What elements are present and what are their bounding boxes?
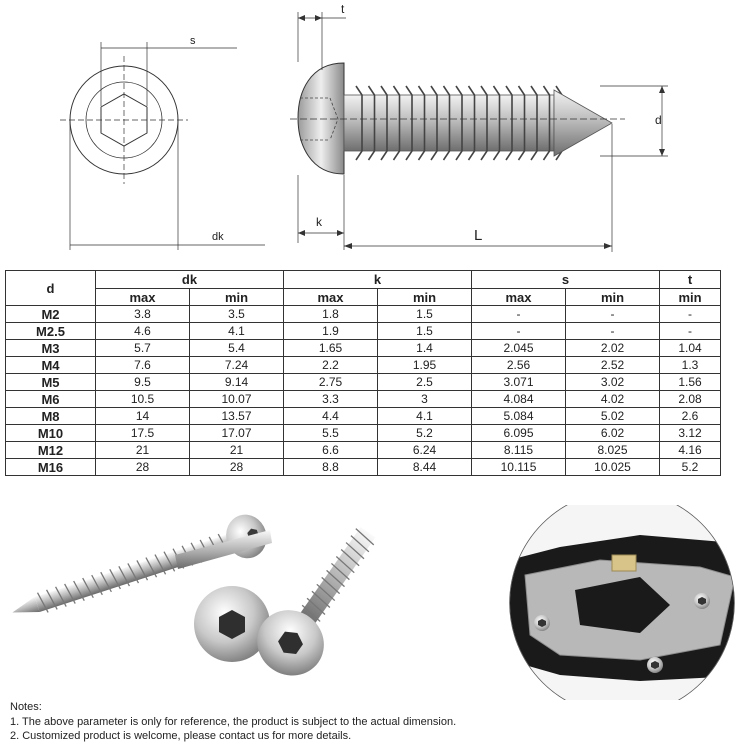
table-row [6, 306, 721, 323]
table-cell: 5.4 [190, 340, 284, 357]
table-cell: 10.115 [472, 459, 566, 476]
table-cell: 7.24 [190, 357, 284, 374]
table-cell: 10.025 [566, 459, 660, 476]
table-cell: 3 [378, 391, 472, 408]
table-cell: 1.56 [660, 374, 721, 391]
note-line-1: 1. The above parameter is only for reference, the product is subject to the actual dimension. [10, 715, 457, 728]
table-cell: 2.6 [660, 408, 721, 425]
table-cell: 1.8 [284, 306, 378, 323]
row-size-label: M16 [6, 459, 96, 476]
table-cell: 2.08 [660, 391, 721, 408]
table-cell: 3.12 [660, 425, 721, 442]
table-cell: - [566, 306, 660, 323]
note-line-2: 2. Customized product is welcome, please contact us for more details. [10, 730, 352, 742]
subheader-s-max: max [472, 289, 566, 306]
group-header-k: k [284, 271, 472, 289]
table-cell: 2.5 [378, 374, 472, 391]
table-row [6, 323, 721, 340]
table-cell: 3.5 [190, 306, 284, 323]
table-cell: 14 [96, 408, 190, 425]
table-cell: 17.5 [96, 425, 190, 442]
row-size-label: M8 [6, 408, 96, 425]
table-cell: 10.07 [190, 391, 284, 408]
notes-title: Notes: [10, 701, 42, 713]
subheader-t-min: min [660, 289, 721, 306]
table-cell: 1.5 [378, 323, 472, 340]
table-cell: 13.57 [190, 408, 284, 425]
table-cell: 5.2 [378, 425, 472, 442]
table-cell: 7.6 [96, 357, 190, 374]
table-cell: 8.8 [284, 459, 378, 476]
table-cell: 1.9 [284, 323, 378, 340]
table-cell: 10.5 [96, 391, 190, 408]
table-cell: 4.4 [284, 408, 378, 425]
table-cell: 8.44 [378, 459, 472, 476]
table-row [6, 425, 721, 442]
subheader-dk-max: max [96, 289, 190, 306]
table-cell: 17.07 [190, 425, 284, 442]
subheader-s-min: min [566, 289, 660, 306]
table-cell: 3.3 [284, 391, 378, 408]
table-cell: - [472, 306, 566, 323]
row-size-label: M2 [6, 306, 96, 323]
group-header-t: t [660, 271, 721, 289]
table-row [6, 374, 721, 391]
dim-s-label: s [190, 35, 196, 47]
table-row [6, 357, 721, 374]
table-cell: 5.02 [566, 408, 660, 425]
table-cell: - [472, 323, 566, 340]
table-cell: - [566, 323, 660, 340]
dim-L-label: L [474, 227, 483, 244]
table-cell: - [660, 323, 721, 340]
table-row [6, 459, 721, 476]
spec-table [5, 270, 721, 476]
row-size-label: M12 [6, 442, 96, 459]
table-row [6, 340, 721, 357]
table-row [6, 442, 721, 459]
table-cell: 1.04 [660, 340, 721, 357]
table-cell: 2.02 [566, 340, 660, 357]
row-size-label: M10 [6, 425, 96, 442]
table-cell: 8.025 [566, 442, 660, 459]
dim-k-label: k [316, 215, 322, 229]
subheader-dk-min: min [190, 289, 284, 306]
table-cell: 4.6 [96, 323, 190, 340]
table-cell: 5.2 [660, 459, 721, 476]
table-cell: 6.095 [472, 425, 566, 442]
technical-drawing [0, 0, 750, 265]
table-cell: 21 [96, 442, 190, 459]
group-header-s: s [472, 271, 660, 289]
group-header-dk: dk [96, 271, 284, 289]
table-cell: 1.95 [378, 357, 472, 374]
row-size-label: M3 [6, 340, 96, 357]
table-cell: 2.52 [566, 357, 660, 374]
table-cell: 4.084 [472, 391, 566, 408]
subheader-k-min: min [378, 289, 472, 306]
row-size-label: M4 [6, 357, 96, 374]
table-cell: 28 [190, 459, 284, 476]
table-cell: 1.3 [660, 357, 721, 374]
head-top-view [60, 42, 265, 250]
table-cell: 9.5 [96, 374, 190, 391]
table-cell: 1.65 [284, 340, 378, 357]
table-row [6, 391, 721, 408]
table-cell: 5.7 [96, 340, 190, 357]
table-cell: 3.02 [566, 374, 660, 391]
row-size-label: M5 [6, 374, 96, 391]
table-cell: 3.071 [472, 374, 566, 391]
table-row [6, 408, 721, 425]
table-cell: - [660, 306, 721, 323]
dim-dk-label: dk [212, 231, 224, 243]
table-cell: 1.4 [378, 340, 472, 357]
table-cell: 4.1 [190, 323, 284, 340]
table-cell: 2.56 [472, 357, 566, 374]
table-cell: 28 [96, 459, 190, 476]
table-cell: 5.5 [284, 425, 378, 442]
table-cell: 4.1 [378, 408, 472, 425]
table-cell: 6.6 [284, 442, 378, 459]
table-cell: 21 [190, 442, 284, 459]
subheader-k-max: max [284, 289, 378, 306]
table-cell: 4.16 [660, 442, 721, 459]
table-cell: 9.14 [190, 374, 284, 391]
spec-table-body [6, 306, 721, 476]
application-inset [490, 505, 750, 700]
table-cell: 2.75 [284, 374, 378, 391]
table-cell: 1.5 [378, 306, 472, 323]
row-size-label: M6 [6, 391, 96, 408]
table-cell: 4.02 [566, 391, 660, 408]
size-header: d [6, 271, 96, 306]
row-size-label: M2.5 [6, 323, 96, 340]
dim-t-label: t [341, 2, 345, 16]
table-cell: 2.045 [472, 340, 566, 357]
table-cell: 3.8 [96, 306, 190, 323]
table-cell: 2.2 [284, 357, 378, 374]
table-cell: 6.02 [566, 425, 660, 442]
dim-d-label: d [655, 113, 662, 127]
table-cell: 6.24 [378, 442, 472, 459]
table-cell: 8.115 [472, 442, 566, 459]
table-cell: 5.084 [472, 408, 566, 425]
product-photos [0, 505, 750, 700]
notes-section [10, 700, 456, 744]
screw-side-view [290, 63, 625, 174]
